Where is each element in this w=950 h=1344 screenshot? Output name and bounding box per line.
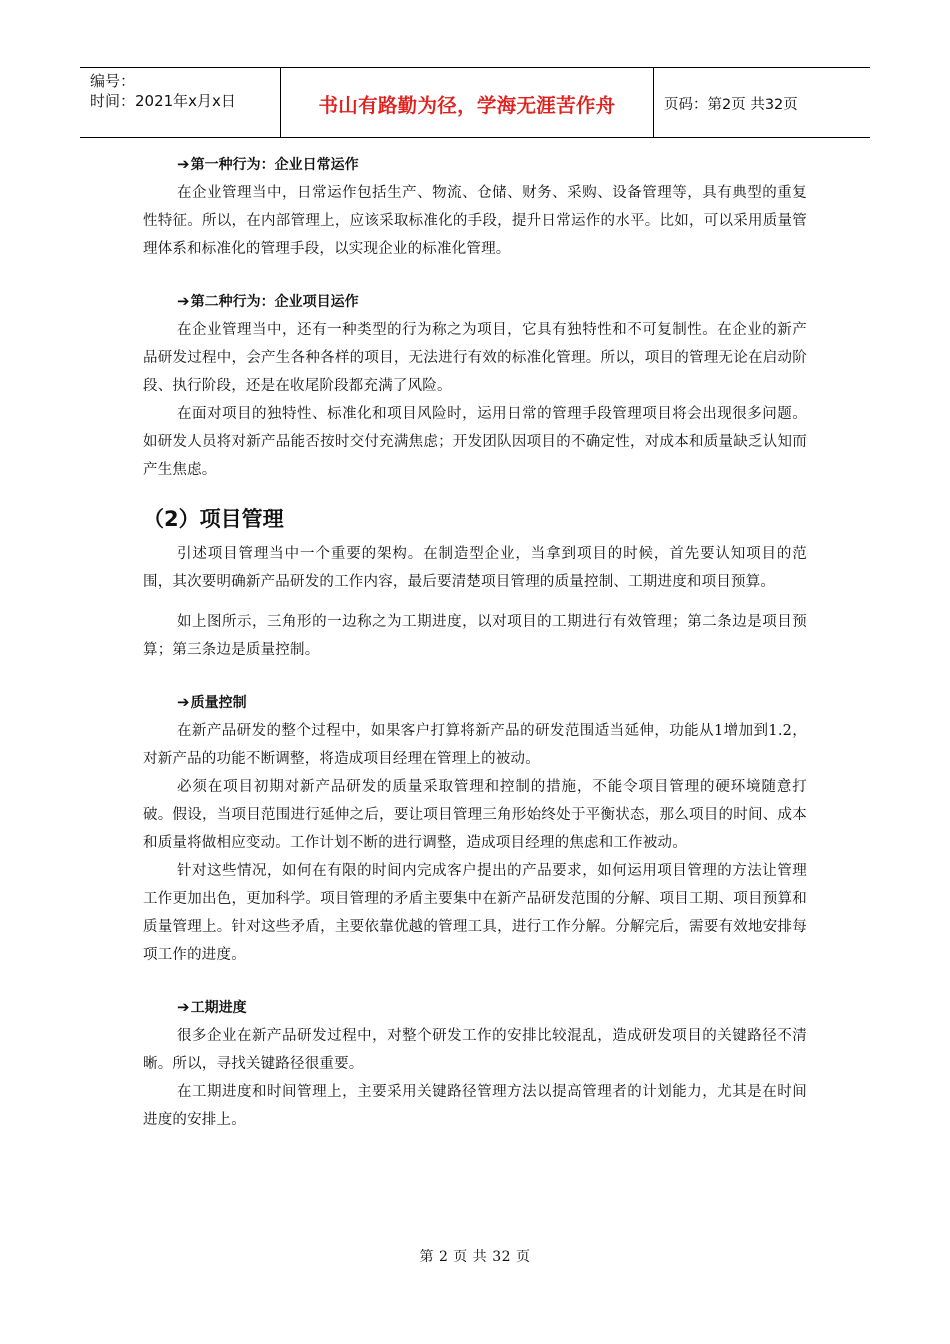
header-left-cell bbox=[80, 68, 281, 137]
subheading-behavior1 bbox=[143, 150, 807, 179]
paragraph: 在新产品研发的整个过程中，如果客户打算将新产品的研发范围适当延伸，功能从1增加到1.2，对新产品的功能不断调整，将造成项目经理在管理上的被动。 bbox=[143, 723, 807, 767]
subheading-label: 第一种行为：企业日常运作 bbox=[190, 157, 359, 173]
number-label: 编号： bbox=[90, 72, 136, 90]
paragraph: 在工期进度和时间管理上，主要采用关键路径管理方法以提高管理者的计划能力，尤其是在时间进度的安排上。 bbox=[143, 1084, 807, 1128]
paragraph: 很多企业在新产品研发过程中，对整个研发工作的安排比较混乱，造成研发项目的关键路径不清晰。所以，寻找关键路径很重要。 bbox=[143, 1028, 807, 1072]
subheading-label: 工期进度 bbox=[190, 1000, 247, 1016]
header-page-cell bbox=[654, 68, 870, 137]
subheading-behavior2 bbox=[143, 287, 807, 316]
paragraph: 在企业管理当中，日常运作包括生产、物流、仓储、财务、采购、设备管理等，具有典型的重复性特征。所以，在内部管理上，应该采取标准化的手段，提升日常运作的水平。比如，可以采用质量管理体系和标准化的管理手段，以实现企业的标准化管理。 bbox=[143, 185, 807, 257]
paragraph: 如上图所示，三角形的一边称之为工期进度，以对项目的工期进行有效管理；第二条边是项目预算；第三条边是质量控制。 bbox=[143, 614, 807, 658]
paragraph: 在面对项目的独特性、标准化和项目风险时，运用日常的管理手段管理项目将会出现很多问题。如研发人员将对新产品能否按时交付充满焦虑；开发团队因项目的不确定性，对成本和质量缺乏认知而产生焦虑。 bbox=[143, 406, 807, 478]
paragraph: 在企业管理当中，还有一种类型的行为称之为项目，它具有独特性和不可复制性。在企业的新产品研发过程中，会产生各种各样的项目，无法进行有效的标准化管理。所以，项目的管理无论在启动阶段、执行阶段，还是在收尾阶段都充满了风险。 bbox=[143, 322, 807, 394]
arrow-right-icon: ➔ bbox=[177, 292, 190, 310]
page-footer bbox=[0, 1246, 950, 1266]
arrow-right-icon: ➔ bbox=[177, 998, 190, 1016]
footer-page-number: 第 2 页 共 32 页 bbox=[419, 1249, 531, 1265]
subheading-label: 质量控制 bbox=[190, 695, 247, 711]
date-label: 时间：2021年x月x日 bbox=[90, 92, 236, 110]
page-header bbox=[80, 67, 870, 138]
section-heading: （2）项目管理 bbox=[143, 507, 284, 531]
paragraph: 必须在项目初期对新产品研发的质量采取管理和控制的措施，不能令项目管理的硬环境随意打破。假设，当项目范围进行延伸之后，要让项目管理三角形始终处于平衡状态，那么项目的时间、成本和质量将做相应变动。工作计划不断的进行调整，造成项目经理的焦虑和工作被动。 bbox=[143, 779, 807, 851]
document-body bbox=[143, 150, 807, 1134]
header-motto-cell bbox=[281, 68, 654, 137]
subheading-label: 第二种行为：企业项目运作 bbox=[190, 294, 359, 310]
paragraph: 引述项目管理当中一个重要的架构。在制造型企业，当拿到项目的时候，首先要认知项目的范围，其次要明确新产品研发的工作内容，最后要清楚项目管理的质量控制、工期进度和项目预算。 bbox=[143, 546, 807, 590]
paragraph: 针对这些情况，如何在有限的时间内完成客户提出的产品要求，如何运用项目管理的方法让管理工作更加出色，更加科学。项目管理的矛盾主要集中在新产品研发范围的分解、项目工期、项目预算和质量管理上。针对这些矛盾，主要依靠优越的管理工具，进行工作分解。分解完后，需要有效地安排每项工作的进度。 bbox=[143, 863, 807, 963]
subheading-schedule bbox=[143, 993, 807, 1022]
motto: 书山有路勤为径，学海无涯苦作舟 bbox=[318, 94, 616, 117]
subheading-quality bbox=[143, 688, 807, 717]
page-info: 页码：第2页 共32页 bbox=[664, 97, 798, 113]
arrow-right-icon: ➔ bbox=[177, 155, 190, 173]
arrow-right-icon: ➔ bbox=[177, 693, 190, 711]
